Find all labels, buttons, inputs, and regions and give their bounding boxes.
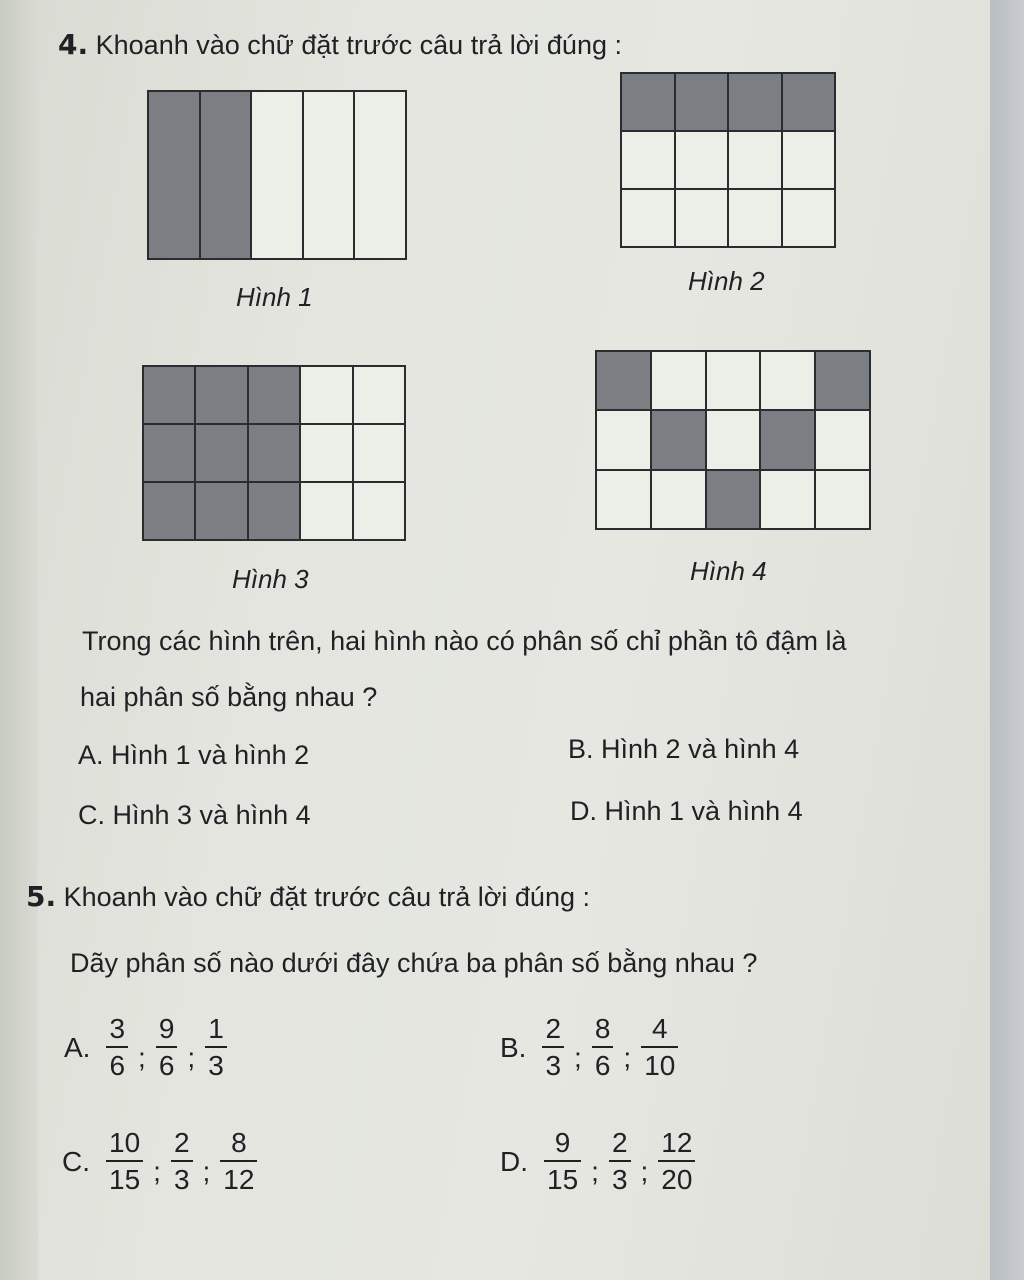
- grid-cell: [354, 425, 404, 481]
- fraction: [156, 1012, 178, 1084]
- q5-option-d[interactable]: [500, 1126, 701, 1198]
- q4-number: 4.: [58, 28, 89, 61]
- grid-cell: [622, 190, 674, 246]
- shaded-cell: [761, 411, 814, 468]
- fraction-denominator: 10: [644, 1050, 676, 1081]
- grid-cell: [783, 190, 835, 246]
- book-spine: [0, 0, 38, 1280]
- figure-4-grid: [595, 350, 871, 530]
- grid-cell: [301, 367, 351, 423]
- fraction-denominator: 12: [223, 1164, 255, 1195]
- fraction: [542, 1012, 564, 1084]
- fraction-denominator: 3: [208, 1050, 224, 1081]
- grid-cell: [597, 411, 650, 468]
- fraction-separator: ;: [138, 1042, 146, 1073]
- grid-cell: [354, 367, 404, 423]
- option-letter: C.: [62, 1146, 90, 1177]
- grid-cell: [304, 92, 354, 258]
- fraction-numerator: 1: [208, 1013, 224, 1044]
- fraction-separator: ;: [574, 1042, 582, 1073]
- grid-cell: [783, 132, 835, 188]
- fraction-numerator: 12: [661, 1127, 693, 1158]
- grid-cell: [252, 92, 302, 258]
- shaded-cell: [149, 92, 199, 258]
- shaded-cell: [676, 74, 728, 130]
- fraction-separator: ;: [640, 1156, 649, 1187]
- fraction-denominator: 20: [661, 1164, 693, 1195]
- grid-cell: [816, 411, 869, 468]
- shaded-cell: [783, 74, 835, 130]
- fraction: [205, 1012, 227, 1084]
- grid-cell: [597, 471, 650, 528]
- q5-option-a[interactable]: [64, 1012, 233, 1084]
- grid-cell: [301, 483, 351, 539]
- fraction-numerator: 2: [611, 1127, 628, 1158]
- q4-question-line-2: hai phân số bằng nhau ?: [80, 682, 378, 712]
- fraction-numerator: 10: [109, 1127, 141, 1158]
- shaded-cell: [729, 74, 781, 130]
- grid-cell: [355, 92, 405, 258]
- grid-cell: [761, 352, 814, 409]
- shaded-cell: [144, 367, 194, 423]
- shaded-cell: [652, 411, 705, 468]
- figure-4-label: Hình 4: [690, 556, 767, 586]
- fraction-numerator: 3: [109, 1013, 126, 1044]
- figure-2-label: Hình 2: [688, 266, 765, 296]
- shaded-cell: [196, 367, 246, 423]
- fraction-separator: ;: [591, 1156, 599, 1187]
- option-letter: A.: [64, 1032, 91, 1063]
- grid-cell: [622, 132, 674, 188]
- fraction-numerator: 2: [545, 1013, 562, 1044]
- figure-2-grid: [620, 72, 836, 248]
- shaded-cell: [249, 425, 299, 481]
- fraction: [658, 1126, 695, 1198]
- grid-cell: [676, 132, 728, 188]
- fraction: [171, 1126, 193, 1198]
- fraction-denominator: 3: [611, 1164, 628, 1195]
- fraction-denominator: 3: [173, 1164, 190, 1195]
- grid-cell: [676, 190, 728, 246]
- q4-heading: [58, 28, 622, 61]
- grid-cell: [707, 352, 760, 409]
- fraction-numerator: 9: [554, 1127, 571, 1158]
- fraction-numerator: 9: [158, 1013, 175, 1044]
- shaded-cell: [196, 425, 246, 481]
- q5-heading: [26, 880, 590, 913]
- q4-option-a[interactable]: A. Hình 1 và hình 2: [78, 740, 310, 770]
- q5-instruction: Khoanh vào chữ đặt trước câu trả lời đúng :: [63, 882, 590, 912]
- grid-cell: [729, 132, 781, 188]
- q4-option-b[interactable]: B. Hình 2 và hình 4: [568, 734, 800, 764]
- fraction-separator: ;: [202, 1156, 211, 1187]
- shaded-cell: [816, 352, 869, 409]
- figure-1-grid: [147, 90, 407, 260]
- fraction-separator: ;: [623, 1042, 632, 1073]
- shaded-cell: [201, 92, 251, 258]
- q4-question-line-1: Trong các hình trên, hai hình nào có phân số chỉ phần tô đậm là: [82, 626, 847, 656]
- fraction: [592, 1012, 614, 1084]
- fraction-separator: ;: [153, 1156, 161, 1187]
- fraction-denominator: 6: [594, 1050, 611, 1081]
- q5-option-c[interactable]: [62, 1126, 263, 1198]
- fraction: [544, 1126, 581, 1198]
- figure-3-grid: [142, 365, 406, 541]
- shaded-cell: [597, 352, 650, 409]
- fraction-denominator: 15: [547, 1164, 579, 1195]
- fraction-denominator: 3: [545, 1050, 562, 1081]
- option-letter: B.: [500, 1032, 527, 1063]
- fraction: [220, 1126, 257, 1198]
- fraction-denominator: 6: [109, 1050, 126, 1081]
- shaded-cell: [622, 74, 674, 130]
- fraction-numerator: 8: [594, 1013, 611, 1044]
- figure-1-label: Hình 1: [236, 282, 313, 312]
- grid-cell: [816, 471, 869, 528]
- grid-cell: [354, 483, 404, 539]
- shaded-cell: [196, 483, 246, 539]
- fraction: [641, 1012, 678, 1084]
- grid-cell: [652, 471, 705, 528]
- fraction-separator: ;: [187, 1042, 196, 1073]
- fraction-denominator: 15: [109, 1164, 141, 1195]
- grid-cell: [707, 411, 760, 468]
- q5-number: 5.: [26, 880, 57, 913]
- figure-3-label: Hình 3: [232, 564, 309, 594]
- grid-cell: [301, 425, 351, 481]
- option-letter: D.: [500, 1146, 528, 1177]
- fraction-numerator: 8: [231, 1127, 247, 1158]
- q4-option-d[interactable]: D. Hình 1 và hình 4: [570, 796, 803, 826]
- fraction: [609, 1126, 631, 1198]
- shaded-cell: [707, 471, 760, 528]
- shaded-cell: [144, 425, 194, 481]
- shaded-cell: [249, 367, 299, 423]
- q5-option-b[interactable]: [500, 1012, 684, 1084]
- fraction-numerator: 4: [651, 1013, 668, 1044]
- grid-cell: [761, 471, 814, 528]
- fraction-denominator: 6: [158, 1050, 175, 1081]
- page-edge-strip: [990, 0, 1024, 1280]
- q5-question: Dãy phân số nào dưới đây chứa ba phân số bằng nhau ?: [70, 948, 758, 978]
- fraction-numerator: 2: [173, 1127, 190, 1158]
- q4-instruction: Khoanh vào chữ đặt trước câu trả lời đúng :: [95, 30, 622, 60]
- shaded-cell: [144, 483, 194, 539]
- fraction: [106, 1012, 128, 1084]
- shaded-cell: [249, 483, 299, 539]
- fraction: [106, 1126, 143, 1198]
- q4-option-c[interactable]: C. Hình 3 và hình 4: [78, 800, 311, 830]
- grid-cell: [729, 190, 781, 246]
- grid-cell: [652, 352, 705, 409]
